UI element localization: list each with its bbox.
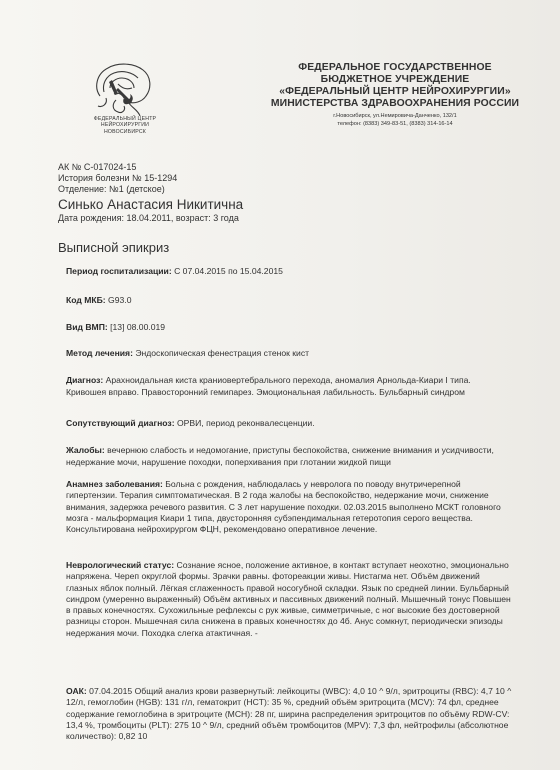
section-label: Неврологический статус:: [66, 560, 175, 570]
logo-caption-line: НЕЙРОХИРУРГИИ: [100, 122, 150, 129]
section-anamnesis: [66, 479, 512, 535]
section-label: Жалобы:: [66, 445, 105, 455]
org-address: г.Новосибирск, ул.Немировича-Данченко, 132/1: [333, 113, 457, 119]
brain-logo-icon: [88, 58, 158, 120]
section-value: Эндоскопическая фенестрация стенок кист: [132, 348, 310, 358]
patient-name: Синько Анастасия Никитична: [58, 197, 244, 212]
org-line: ФЕДЕРАЛЬНОЕ ГОСУДАРСТВЕННОЕ: [298, 62, 492, 73]
section-vmp: [66, 322, 512, 334]
section-value: G93.0: [105, 295, 132, 305]
ak-number: АК № С-017024-15: [58, 162, 137, 172]
section-value: Больна с рождения, наблюдалась у невролога по поводу внутричерепной гипертензии. Терапия симптоматическая. В 2 года жалобы на беспокойство, недержание мочи, снижение внимания, задержка речевого развития. С 3 лет нарушение походки. 02.03.2015 выполнено МСКТ головного мозга - мальформация Киари 1 типа, двусторонняя субэпендимальная гетеротопия серого вещества. Консультирована нейрохирургом ФЦН, рекомендовано оперативное лечение.: [66, 479, 501, 535]
history-number: История болезни № 15-1294: [58, 173, 178, 183]
section-label: Период госпитализации:: [66, 266, 172, 276]
org-line: «ФЕДЕРАЛЬНЫЙ ЦЕНТР НЕЙРОХИРУРГИИ»: [279, 86, 511, 97]
section-value: С 07.04.2015 по 15.04.2015: [171, 266, 283, 276]
logo-caption-line: ФЕДЕРАЛЬНЫЙ ЦЕНТР: [93, 116, 157, 122]
section-label: Анамнез заболевания:: [66, 479, 163, 489]
case-meta: [58, 162, 177, 195]
org-phone: телефон: (8383) 349-83-51, (8383) 314-16-14: [337, 121, 453, 127]
logo-caption: [70, 116, 180, 135]
section-value: Арахноидальная киста краниовертебрального перехода, аномалия Арнольда-Киари I типа. Кривошея вправо. Правосторонний гемипарез. Эмоциональная лабильность. Бульбарный синдром: [66, 375, 471, 397]
section-value: 07.04.2015 Общий анализ крови развернутый: лейкоциты (WBC): 4,0 10 ^ 9/л, эритроциты (RBC): 4,7 10 ^ 12/л, гемоглобин (HGB): 131 г/л, гематокрит (HCT): 35 %, средний объём эритроцита (MCV): 74 фл, среднее содержание гемоглобина в эритроците (MCH): 28 пг, ширина распределения эритроцитов по объёму RDW-CV: 13,4 %, тромбоциты (PLT): 275 10 ^ 9/л, средний объём тромбоцитов (MPV): 7,3 фл, нейтрофилы (абсолютное количество): 0,82 10: [66, 686, 512, 742]
logo-caption-line: НОВОСИБИРСК: [103, 128, 147, 135]
section-mkb: [66, 295, 512, 307]
section-value: Сознание ясное, положение активное, в контакт вступает неохотно, эмоционально напряжена. Череп округлой формы. Зрачки равны. фотореакции живы. Нистагма нет. Объём движений глазных яблок полный. Лёгкая сглаженность правой носогубной складки. Язык по средней линии. Бульбарный синдром (умеренно выраженный) Объём активных и пассивных движений полный. Мышечный тонус Повышен в правых конечностях. Сухожильные рефлексы с рук живые, симметричные, с ног высокие без достоверной разницы сторон. Мышечная сила снижена в правых конечностях до 4б. Анус сомкнут, периодически эпизоды недержания мочи. Походка слегка атактичная. -: [66, 560, 511, 638]
section-label: Метод лечения:: [66, 348, 133, 358]
section-complaints: [66, 445, 512, 468]
section-label: Сопутствующий диагноз:: [66, 418, 175, 428]
section-diagnosis: [66, 375, 512, 398]
section-label: Диагноз:: [66, 375, 104, 385]
organization-header: [260, 62, 530, 128]
section-label: ОАК:: [66, 686, 87, 696]
section-value: ОРВИ, период реконвалесценции.: [174, 418, 315, 428]
section-period: [66, 266, 512, 278]
section-concomitant: [66, 418, 512, 430]
document-title: Выписной эпикриз: [58, 240, 170, 255]
section-neuro: [66, 560, 512, 639]
patient-dob: Дата рождения: 18.04.2011, возраст: 3 года: [58, 213, 239, 223]
section-method: [66, 348, 512, 360]
department: Отделение: №1 (детское): [58, 184, 165, 194]
section-label: Вид ВМП:: [66, 322, 108, 332]
org-line: БЮДЖЕТНОЕ УЧРЕЖДЕНИЕ: [320, 74, 470, 85]
section-value: [13] 08.00.019: [107, 322, 166, 332]
section-value: вечернюю слабость и недомогание, приступы беспокойства, снижение внимания и усидчивости, недержание мочи, нарушение походки, поперхивания при глотании жидкой пищи: [66, 445, 494, 467]
org-line: МИНИСТЕРСТВА ЗДРАВООХРАНЕНИЯ РОССИИ: [270, 98, 520, 109]
section-label: Код МКБ:: [66, 295, 106, 305]
section-oak: [66, 686, 512, 742]
